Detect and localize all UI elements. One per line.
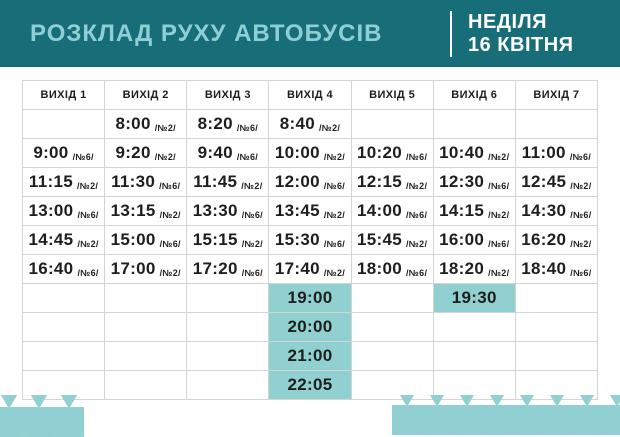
route-number: /№6/ <box>236 152 259 162</box>
departure-time: 16:20 <box>521 230 567 249</box>
empty-cell <box>105 342 187 371</box>
route-number: /№6/ <box>159 181 181 191</box>
route-number: /№2/ <box>570 181 592 191</box>
empty-cell <box>105 284 187 313</box>
header-banner <box>0 0 620 67</box>
departure-time: 11:00 <box>521 143 566 162</box>
empty-cell <box>23 284 105 313</box>
route-number: /№2/ <box>488 268 510 278</box>
schedule-row <box>23 284 598 313</box>
departure-time: 15:45 <box>357 230 402 249</box>
schedule-cell <box>351 139 433 168</box>
departure-time: 14:00 <box>357 201 402 220</box>
departure-time: 11:45 <box>193 172 238 191</box>
schedule-cell <box>351 255 433 284</box>
empty-cell <box>105 313 187 342</box>
schedule-cell <box>23 139 105 168</box>
departure-time: 9:20 <box>115 143 151 162</box>
schedule-body <box>23 110 598 400</box>
schedule-cell <box>433 226 515 255</box>
schedule-cell <box>351 168 433 197</box>
schedule-cell <box>105 255 187 284</box>
schedule-cell <box>187 255 269 284</box>
route-number: /№6/ <box>77 210 99 220</box>
schedule-cell <box>23 168 105 197</box>
route-number: /№2/ <box>406 239 428 249</box>
column-header: ВИХІД 4 <box>269 81 351 110</box>
route-number: /№6/ <box>236 123 259 133</box>
departure-time: 12:15 <box>357 172 402 191</box>
schedule-cell <box>269 110 351 139</box>
schedule-row <box>23 139 598 168</box>
schedule-cell <box>269 371 351 400</box>
departure-time: 19:30 <box>451 288 497 307</box>
schedule-row <box>23 255 598 284</box>
empty-cell <box>515 313 597 342</box>
departure-time: 10:20 <box>357 143 402 162</box>
route-number: /№2/ <box>159 268 181 278</box>
schedule-cell <box>433 284 515 313</box>
date-box <box>468 11 602 57</box>
schedule-cell <box>269 342 351 371</box>
schedule-cell <box>187 168 269 197</box>
departure-time: 15:00 <box>110 230 156 249</box>
schedule-cell <box>105 168 187 197</box>
departure-time: 14:15 <box>439 201 485 220</box>
departure-time: 15:15 <box>192 230 238 249</box>
route-number: /№6/ <box>488 239 510 249</box>
route-number: /№6/ <box>406 152 428 162</box>
schedule-header-row <box>23 81 598 110</box>
route-number: /№6/ <box>569 152 592 162</box>
departure-time: 17:20 <box>192 259 238 278</box>
schedule-cell <box>23 255 105 284</box>
schedule-cell <box>433 139 515 168</box>
departure-time: 12:45 <box>521 172 567 191</box>
schedule-cell <box>433 255 515 284</box>
departure-time: 12:30 <box>439 172 485 191</box>
route-number: /№6/ <box>406 210 428 220</box>
departure-time: 10:00 <box>274 143 320 162</box>
departure-time: 18:40 <box>521 259 567 278</box>
empty-cell <box>433 342 515 371</box>
departure-time: 21:00 <box>287 346 333 365</box>
departure-time: 11:30 <box>111 172 156 191</box>
empty-cell <box>433 110 515 139</box>
column-header: ВИХІД 7 <box>515 81 597 110</box>
day-label: НЕДІЛЯ <box>468 10 547 33</box>
departure-time: 16:00 <box>439 230 485 249</box>
route-number: /№2/ <box>241 239 263 249</box>
route-number: /№6/ <box>323 181 346 191</box>
route-number: /№2/ <box>488 210 510 220</box>
departure-time: 13:45 <box>274 201 320 220</box>
departure-time: 20:00 <box>287 317 333 336</box>
route-number: /№2/ <box>488 152 510 162</box>
schedule-cell <box>105 226 187 255</box>
schedule-cell <box>351 226 433 255</box>
schedule-row <box>23 226 598 255</box>
departure-time: 22:05 <box>287 375 333 394</box>
empty-cell <box>23 371 105 400</box>
schedule-cell <box>515 197 597 226</box>
departure-time: 8:00 <box>115 114 151 133</box>
empty-cell <box>433 313 515 342</box>
poster-title: РОЗКЛАД РУХУ АВТОБУСІВ <box>30 19 383 47</box>
schedule-cell <box>433 197 515 226</box>
departure-time: 11:15 <box>28 172 73 191</box>
route-number: /№6/ <box>570 268 592 278</box>
route-number: /№2/ <box>76 181 99 191</box>
schedule-cell <box>105 197 187 226</box>
route-number: /№6/ <box>570 210 592 220</box>
schedule-table <box>22 80 598 400</box>
empty-cell <box>187 284 269 313</box>
schedule-row <box>23 313 598 342</box>
schedule-cell <box>433 168 515 197</box>
empty-cell <box>105 371 187 400</box>
departure-time: 8:40 <box>279 114 315 133</box>
departure-time: 18:20 <box>439 259 485 278</box>
empty-cell <box>433 371 515 400</box>
route-number: /№6/ <box>406 268 428 278</box>
route-number: /№6/ <box>323 239 346 249</box>
departure-time: 9:40 <box>197 143 233 162</box>
route-number: /№6/ <box>488 181 510 191</box>
column-header: ВИХІД 6 <box>433 81 515 110</box>
empty-cell <box>515 342 597 371</box>
route-number: /№2/ <box>323 268 346 278</box>
empty-cell <box>351 313 433 342</box>
empty-cell <box>515 371 597 400</box>
schedule-cell <box>105 110 187 139</box>
route-number: /№6/ <box>77 268 99 278</box>
schedule-cell <box>515 139 597 168</box>
departure-time: 13:30 <box>192 201 238 220</box>
departure-time: 18:00 <box>357 259 402 278</box>
schedule-head <box>23 81 598 110</box>
schedule-cell <box>269 226 351 255</box>
column-header: ВИХІД 1 <box>23 81 105 110</box>
schedule-cell <box>187 197 269 226</box>
schedule-row <box>23 371 598 400</box>
route-number: /№6/ <box>72 152 94 162</box>
departure-time: 17:40 <box>274 259 320 278</box>
schedule-cell <box>515 226 597 255</box>
schedule-cell <box>515 168 597 197</box>
date-label: 16 КВІТНЯ <box>468 33 574 56</box>
route-number: /№6/ <box>241 268 263 278</box>
schedule-cell <box>351 197 433 226</box>
route-number: /№6/ <box>241 210 263 220</box>
departure-time: 17:00 <box>110 259 156 278</box>
schedule-cell <box>269 313 351 342</box>
empty-cell <box>351 110 433 139</box>
route-number: /№2/ <box>570 239 592 249</box>
triangle-pattern-decoration-right <box>392 395 620 437</box>
empty-cell <box>187 342 269 371</box>
schedule-row <box>23 110 598 139</box>
route-number: /№2/ <box>241 181 263 191</box>
empty-cell <box>351 342 433 371</box>
route-number: /№2/ <box>154 123 176 133</box>
schedule-cell <box>23 226 105 255</box>
route-number: /№2/ <box>323 210 346 220</box>
column-header: ВИХІД 5 <box>351 81 433 110</box>
column-header: ВИХІД 2 <box>105 81 187 110</box>
departure-time: 13:00 <box>28 201 74 220</box>
empty-cell <box>187 313 269 342</box>
route-number: /№2/ <box>318 123 341 133</box>
schedule-cell <box>269 284 351 313</box>
empty-cell <box>515 110 597 139</box>
route-number: /№2/ <box>159 210 181 220</box>
route-number: /№2/ <box>323 152 346 162</box>
column-header: ВИХІД 3 <box>187 81 269 110</box>
schedule-cell <box>187 226 269 255</box>
departure-time: 13:15 <box>110 201 156 220</box>
schedule-cell <box>269 139 351 168</box>
route-number: /№2/ <box>154 152 176 162</box>
schedule-row <box>23 342 598 371</box>
schedule-cell <box>187 110 269 139</box>
schedule-cell <box>105 139 187 168</box>
schedule-cell <box>187 139 269 168</box>
schedule-cell <box>269 197 351 226</box>
header-divider <box>450 11 452 57</box>
schedule-row <box>23 168 598 197</box>
schedule-cell <box>269 255 351 284</box>
departure-time: 19:00 <box>287 288 333 307</box>
empty-cell <box>23 110 105 139</box>
schedule-row <box>23 197 598 226</box>
schedule-cell <box>515 255 597 284</box>
departure-time: 9:00 <box>33 143 69 162</box>
empty-cell <box>515 284 597 313</box>
schedule-cell <box>23 197 105 226</box>
departure-time: 15:30 <box>274 230 320 249</box>
schedule-cell <box>269 168 351 197</box>
empty-cell <box>23 342 105 371</box>
departure-time: 10:40 <box>439 143 485 162</box>
departure-time: 14:45 <box>28 230 74 249</box>
route-number: /№6/ <box>159 239 181 249</box>
empty-cell <box>351 371 433 400</box>
empty-cell <box>351 284 433 313</box>
route-number: /№2/ <box>406 181 428 191</box>
empty-cell <box>23 313 105 342</box>
route-number: /№2/ <box>77 239 99 249</box>
departure-time: 16:40 <box>28 259 74 278</box>
empty-cell <box>187 371 269 400</box>
departure-time: 8:20 <box>197 114 233 133</box>
departure-time: 14:30 <box>521 201 567 220</box>
departure-time: 12:00 <box>274 172 320 191</box>
